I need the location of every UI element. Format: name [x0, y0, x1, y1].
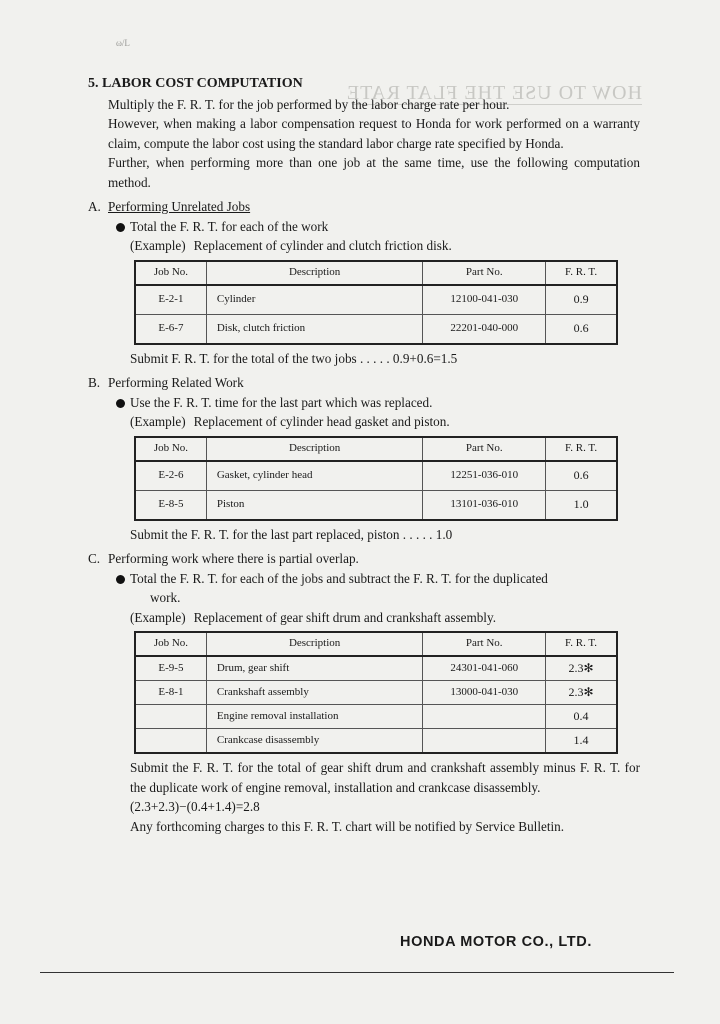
- footer-rule: [40, 972, 674, 973]
- example-label: (Example): [130, 238, 186, 253]
- col-header-job-no: Job No.: [135, 632, 206, 656]
- main-content: [88, 74, 640, 836]
- bullet-icon: [116, 575, 125, 584]
- cell-job-no: E-2-6: [135, 461, 206, 491]
- section-b-bullet: [130, 393, 640, 413]
- col-header-frt: F. R. T.: [546, 261, 617, 285]
- pencil-mark: ω/L: [116, 38, 130, 48]
- company-name: HONDA MOTOR CO., LTD.: [400, 934, 592, 950]
- section-b-bullet-text: Use the F. R. T. time for the last part which was replaced.: [130, 394, 433, 410]
- section-c-formula: (2.3+2.3)−(0.4+1.4)=2.8: [130, 799, 260, 814]
- col-header-job-no: Job No.: [135, 437, 206, 461]
- bullet-icon: [116, 399, 125, 408]
- cell-frt: 2.3✻: [568, 660, 594, 675]
- cell-frt: 0.4: [546, 705, 617, 729]
- col-header-part-no: Part No.: [423, 261, 546, 285]
- cell-frt: 0.6: [573, 467, 589, 482]
- section-b-title-text: Performing Related Work: [108, 375, 244, 390]
- intro-paragraph-3: Further, when performing more than one job at the same time, use the following computation method.: [108, 155, 640, 190]
- cell-job-no: [135, 729, 206, 754]
- cell-description: Engine removal installation: [206, 705, 423, 729]
- section-c-bullet-text: Total the F. R. T. for each of the jobs and subtract the F. R. T. for the duplicated: [130, 570, 548, 586]
- cell-description: Piston: [206, 490, 423, 520]
- example-label: (Example): [130, 609, 186, 625]
- cell-description: Gasket, cylinder head: [206, 461, 423, 491]
- section-heading: 5. LABOR COST COMPUTATION: [88, 76, 303, 91]
- cell-description: Drum, gear shift: [206, 656, 423, 681]
- section-a-bullet: [130, 217, 640, 237]
- cell-description: Cylinder: [206, 285, 423, 315]
- section-b-table: [134, 436, 618, 521]
- table-header-row: [135, 261, 617, 285]
- table-row: [135, 705, 617, 729]
- table-row: [135, 461, 617, 491]
- table-row: [135, 490, 617, 520]
- section-a-table: [134, 260, 618, 345]
- cell-part-no: [423, 729, 546, 754]
- section-c-table: [134, 631, 618, 754]
- section-b-submit: Submit the F. R. T. for the last part replaced, piston . . . . . 1.0: [130, 526, 453, 542]
- section-c-bullet-cont: work.: [150, 590, 181, 605]
- section-a-example: [130, 236, 640, 256]
- example-text: Replacement of cylinder head gasket and piston.: [193, 414, 450, 429]
- cell-frt: 2.3✻: [546, 681, 617, 705]
- cell-part-no: 12100-041-030: [423, 285, 546, 315]
- cell-frt: 1.0: [546, 490, 617, 520]
- cell-job-no: E-9-5: [135, 656, 206, 681]
- col-header-description: Description: [206, 437, 423, 461]
- section-b-letter: B.: [88, 375, 101, 390]
- example-label: (Example): [130, 414, 186, 429]
- section-c-bullet: [130, 569, 640, 589]
- table-row: [135, 681, 617, 705]
- section-a-letter: A.: [88, 199, 101, 214]
- section-a-title-text: Performing Unrelated Jobs: [108, 199, 251, 214]
- section-c-title-text: Performing work where there is partial overlap.: [108, 551, 359, 566]
- section-c-example: [130, 608, 640, 628]
- col-header-description: Description: [206, 261, 423, 285]
- col-header-part-no: Part No.: [423, 437, 546, 461]
- section-a-bullet-text: Total the F. R. T. for each of the work: [130, 218, 329, 234]
- cell-job-no: [135, 705, 206, 729]
- cell-description: Crankshaft assembly: [206, 681, 423, 705]
- table-row: [135, 314, 617, 344]
- col-header-job-no: Job No.: [135, 261, 206, 285]
- example-text: Replacement of cylinder and clutch friction disk.: [193, 238, 452, 253]
- section-b-title: [88, 373, 640, 393]
- intro-paragraph-1: Multiply the F. R. T. for the job performed by the labor charge rate per hour.: [108, 96, 510, 112]
- cell-part-no: 24301-041-060: [423, 656, 546, 681]
- cell-frt: 1.4: [546, 729, 617, 754]
- section-c-notice: Any forthcoming charges to this F. R. T. chart will be notified by Service Bulletin.: [130, 818, 565, 834]
- cell-frt: 0.9: [573, 291, 589, 306]
- section-c-title: [88, 549, 640, 569]
- intro-paragraph-2: However, when making a labor compensation request to Honda for work performed on a warranty claim, compute the labor cost using the standard labor charge rate specified by Honda.: [108, 116, 640, 151]
- cell-job-no: E-2-1: [135, 285, 206, 315]
- cell-job-no: E-8-1: [135, 681, 206, 705]
- col-header-frt: F. R. T.: [546, 632, 617, 656]
- table-row: [135, 656, 617, 681]
- cell-part-no: 13000-041-030: [423, 681, 546, 705]
- col-header-part-no: Part No.: [423, 632, 546, 656]
- section-a-submit: Submit F. R. T. for the total of the two jobs . . . . . 0.9+0.6=1.5: [130, 350, 458, 366]
- section-c-letter: C.: [88, 551, 101, 566]
- cell-description: Crankcase disassembly: [206, 729, 423, 754]
- section-a-title: [88, 197, 640, 217]
- cell-frt: 0.6: [546, 314, 617, 344]
- cell-description: Disk, clutch friction: [206, 314, 423, 344]
- table-row: [135, 285, 617, 315]
- cell-job-no: E-8-5: [135, 490, 206, 520]
- bleed-through-heading: HOW TO USE THE FLAT RATE: [345, 82, 642, 104]
- table-header-row: [135, 632, 617, 656]
- cell-job-no: E-6-7: [135, 314, 206, 344]
- cell-part-no: [423, 705, 546, 729]
- cell-part-no: 22201-040-000: [423, 314, 546, 344]
- cell-part-no: 13101-036-010: [423, 490, 546, 520]
- table-row: [135, 729, 617, 754]
- bullet-icon: [116, 223, 125, 232]
- table-header-row: [135, 437, 617, 461]
- cell-part-no: 12251-036-010: [423, 461, 546, 491]
- col-header-description: Description: [206, 632, 423, 656]
- col-header-frt: F. R. T.: [546, 437, 617, 461]
- example-text: Replacement of gear shift drum and crankshaft assembly.: [193, 609, 497, 625]
- section-b-example: [130, 412, 640, 432]
- section-c-submit: Submit the F. R. T. for the total of gear shift drum and crankshaft assembly minus F. R. T. for the duplicate work of engine removal, installation and crankcase disassembly.: [130, 760, 640, 795]
